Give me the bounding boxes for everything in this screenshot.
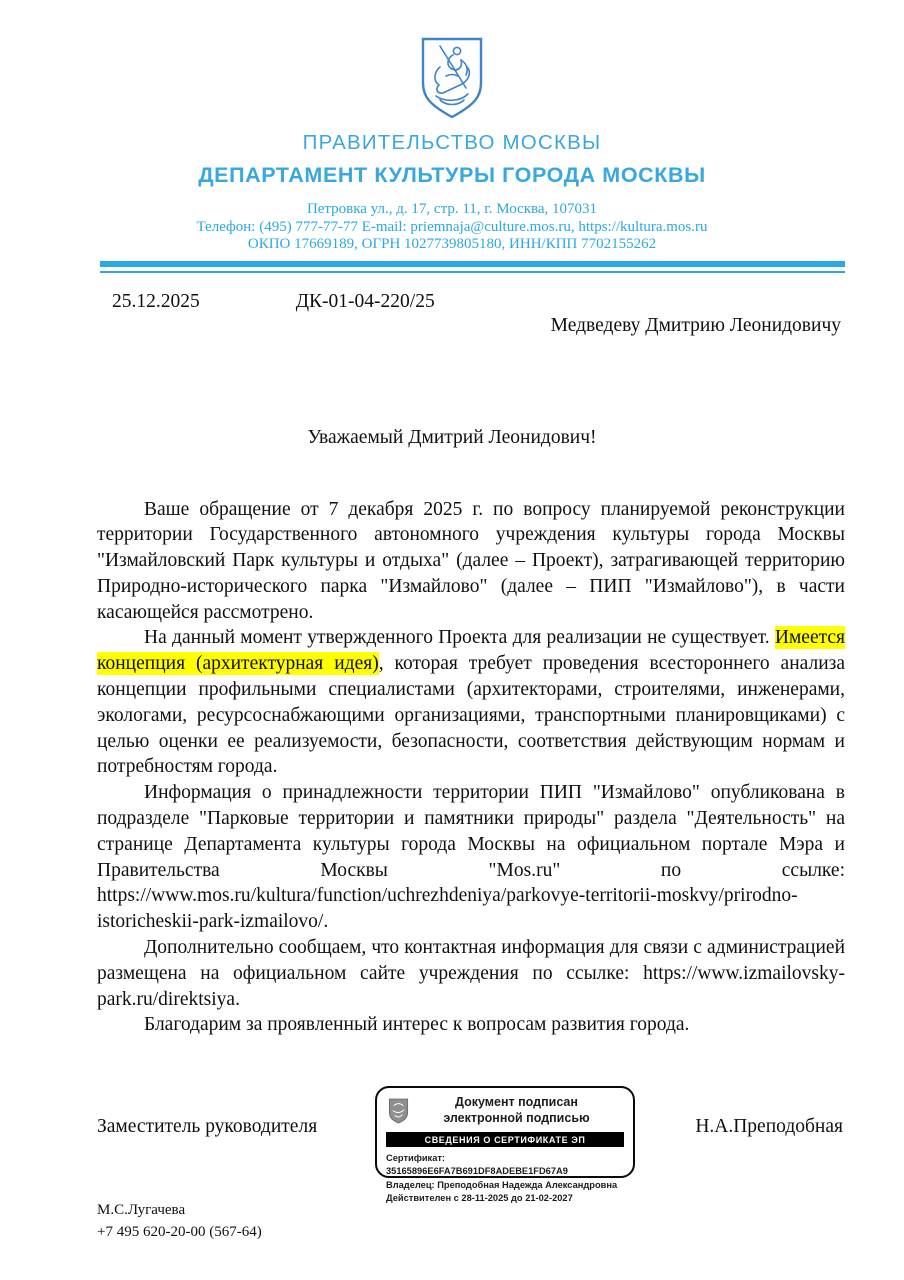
letter-body	[97, 497, 845, 1039]
recipient-name: Медведеву Дмитрию Леонидовичу	[550, 314, 841, 336]
executor-name: М.С.Лугачева	[97, 1202, 186, 1219]
paragraph-thanks: Благодарим за проявленный интерес к вопросам развития города.	[144, 1014, 690, 1036]
reference-row	[97, 291, 845, 313]
letter-date: 25.12.2025	[112, 290, 200, 312]
highlighted-text: Имеется концепция (архитектурная идея)	[97, 627, 845, 675]
stamp-crest-icon	[388, 1098, 409, 1124]
certificate-info-bar: СВЕДЕНИЯ О СЕРТИФИКАТЕ ЭП	[386, 1132, 624, 1147]
org-address-line: Петровка ул., д. 17, стр. 11, г. Москва, 107031	[306, 201, 598, 217]
org-codes-line: ОКПО 17669189, ОГРН 1027739805180, ИНН/КПП 7702155262	[247, 236, 657, 252]
org-name-department: ДЕПАРТАМЕНТ КУЛЬТУРЫ ГОРОДА МОСКВЫ	[198, 163, 706, 187]
executor-phone: +7 495 620-20-00 (567-64)	[97, 1223, 262, 1240]
paragraph-appeal: Ваше обращение от 7 декабря 2025 г. по вопросу планируемой реконструкции территории Государственного автономного учреждения культуры города Москвы "Измайловский Парк культуры и отдыха" (далее – Проект), затрагивающей территорию Природно-исторического парка "Измайлово" (далее – ПИП "Измайлово"), в части касающейся рассмотрено.	[97, 498, 845, 623]
salutation: Уважаемый Дмитрий Леонидович!	[307, 426, 597, 448]
divider-thin-line	[100, 271, 845, 273]
paragraph-contact-info: Дополнительно сообщаем, что контактная информация для связи с администрацией размещена на официальном сайте учреждения по ссылке: https://www.izmailovsky-park.ru/direktsiya.	[97, 937, 845, 1010]
paragraph-concept-post: , которая требует проведения всестороннего анализа концепции профильными специалистами (архитекторами, строителями, инженерами, экологами, ресурсоснабжающими организациями, транспортными планировщиками) с целью оценки ее реализуемости, безопасности, соответствия действующим нормам и потребностям города.	[97, 653, 845, 778]
signer-position: Заместитель руководителя	[97, 1116, 318, 1138]
signer-name: Н.А.Преподобная	[695, 1116, 843, 1138]
org-name-government: ПРАВИТЕЛЬСТВО МОСКВЫ	[302, 131, 602, 154]
paragraph-concept-pre: На данный момент утвержденного Проекта для реализации не существует.	[144, 627, 775, 649]
paragraph-concept	[97, 625, 845, 780]
signature-block	[97, 1086, 845, 1204]
moscow-coat-of-arms-icon	[416, 36, 488, 120]
paragraph-park-info: Информация о принадлежности территории ПИП "Измайлово" опубликована в подразделе "Парковые территории и памятники природы" раздела "Деятельность" на странице Департамента культуры города Москвы на официальном портале Мэра и Правительства Москвы "Mos.ru" по ссылке: https://www.mos.ru/kultura/function/uchrezhdeniya/parkovye-territorii-moskvy/prirodno-istoricheskii-park-izmailovo/.	[97, 782, 845, 933]
executor-block	[97, 1200, 904, 1243]
letterhead-divider	[100, 261, 845, 273]
certificate-owner: Владелец: Преподобная Надежда Александровна	[386, 1179, 618, 1190]
letter-number: ДК-01-04-220/25	[295, 290, 435, 312]
esignature-stamp	[375, 1086, 635, 1204]
stamp-title: Документ подписан электронной подписью	[443, 1095, 590, 1125]
letterhead	[0, 36, 904, 254]
certificate-validity: Действителен с 28-11-2025 до 21-02-2027	[386, 1193, 573, 1204]
org-contacts-line: Телефон: (495) 777-77-77 E-mail: priemnaja@culture.mos.ru, https://kultura.mos.ru	[196, 218, 708, 235]
certificate-number: Сертификат: 35165896E6FA7B691DF8ADEBE1FD67A9	[386, 1152, 568, 1177]
